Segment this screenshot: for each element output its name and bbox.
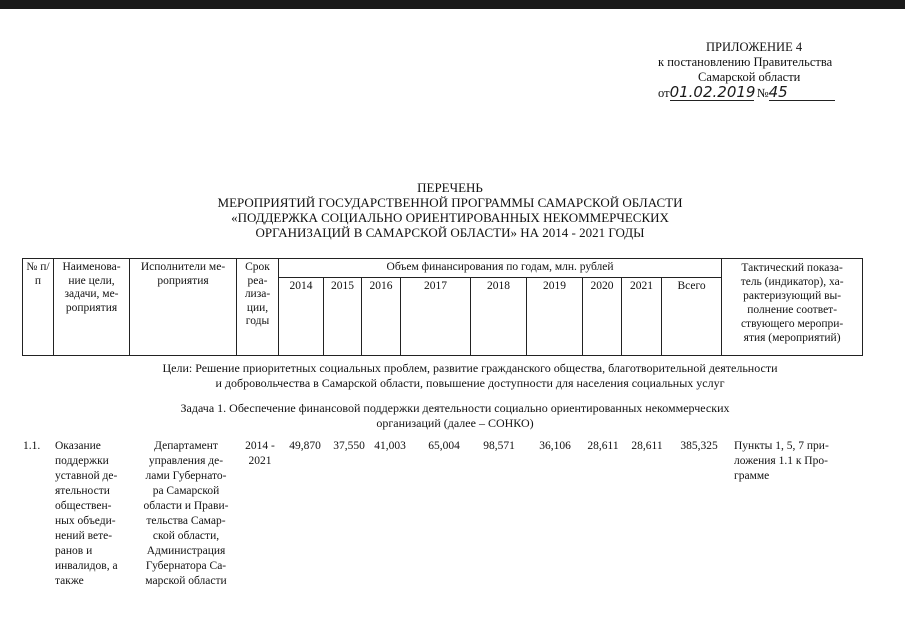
row-value-2019: 36,106 bbox=[539, 440, 571, 452]
document-title bbox=[150, 180, 750, 240]
row-indicator: Пункты 1, 5, 7 при- ложения 1.1 к Про- грамме bbox=[734, 440, 829, 482]
title-line-2: МЕРОПРИЯТИЙ ГОСУДАРСТВЕННОЙ ПРОГРАММЫ САМАРСКОЙ ОБЛАСТИ bbox=[217, 195, 683, 210]
task-line-2: организаций (далее – СОНКО) bbox=[376, 416, 534, 430]
appendix-region: Самарской области bbox=[698, 70, 801, 84]
header-year-2017: 2017 bbox=[401, 277, 471, 355]
row-value-2014: 49,870 bbox=[289, 440, 321, 452]
row-executors: Департамент управления де- лами Губернато- ра Самарской области и Прави- тельства Самар- ской области, Администрация Губернатора Са- марской области bbox=[143, 440, 229, 587]
title-line-1: ПЕРЕЧЕНЬ bbox=[417, 180, 483, 195]
appendix-date-line bbox=[658, 85, 880, 101]
appendix-decree: к постановлению Правительства bbox=[658, 55, 833, 69]
scan-top-border bbox=[0, 0, 905, 9]
task-text bbox=[130, 401, 780, 431]
row-value-2020: 28,611 bbox=[587, 440, 619, 452]
header-executors: Исполнители ме-роприятия bbox=[130, 259, 237, 356]
goals-line-2: и добровольчества в Самарской области, повышение доступности для населения социальных услуг bbox=[215, 376, 725, 390]
title-line-4: ОРГАНИЗАЦИЙ В САМАРСКОЙ ОБЛАСТИ» НА 2014 - 2021 ГОДЫ bbox=[255, 225, 645, 240]
row-value-2016: 41,003 bbox=[374, 440, 406, 452]
row-value-2021: 28,611 bbox=[631, 440, 663, 452]
appendix-block bbox=[640, 40, 880, 101]
goals-text bbox=[110, 361, 830, 391]
header-financing: Объем финансирования по годам, млн. рублей bbox=[279, 259, 722, 278]
row-number: 1.1. bbox=[23, 440, 41, 452]
appendix-title: ПРИЛОЖЕНИЕ 4 bbox=[706, 40, 803, 54]
measures-table-header bbox=[22, 258, 863, 356]
header-name: Наименова-ние цели, задачи, ме-роприятия bbox=[54, 259, 130, 356]
goals-line-1: Цели: Решение приоритетных социальных проблем, развитие гражданского общества, благотворительной деятельности bbox=[162, 361, 778, 375]
title-line-3: «ПОДДЕРЖКА СОЦИАЛЬНО ОРИЕНТИРОВАННЫХ НЕКОММЕРЧЕСКИХ bbox=[231, 210, 669, 225]
header-year-2021: 2021 bbox=[622, 277, 662, 355]
header-year-2019: 2019 bbox=[527, 277, 583, 355]
row-value-total: 385,325 bbox=[680, 440, 718, 452]
appendix-number: 45 bbox=[769, 85, 835, 101]
header-indicator: Тактический показа- тель (индикатор), ха- рактеризующий вы- полнение соответ- ствующего меропри- ятия (мероприятий) bbox=[722, 259, 863, 356]
header-term: Срок реа-лиза-ции, годы bbox=[237, 259, 279, 356]
header-total: Всего bbox=[662, 277, 722, 355]
header-year-2020: 2020 bbox=[583, 277, 622, 355]
appendix-date: 01.02.2019 bbox=[669, 83, 756, 101]
header-year-2014: 2014 bbox=[279, 277, 324, 355]
row-value-2018: 98,571 bbox=[483, 440, 515, 452]
appendix-from-label: от bbox=[658, 86, 670, 100]
task-line-1: Задача 1. Обеспечение финансовой поддержки деятельности социально ориентированных некоммерческих bbox=[180, 401, 730, 415]
header-year-2018: 2018 bbox=[471, 277, 527, 355]
row-value-2015: 37,550 bbox=[333, 440, 365, 452]
row-name: Оказание поддержки уставной де- ятельности обществен- ных объеди- нений вете- ранов и инвалидов, а также bbox=[55, 440, 118, 587]
row-term: 2014 - 2021 bbox=[245, 440, 275, 467]
appendix-number-label: № bbox=[756, 86, 769, 100]
header-num: № п/п bbox=[23, 259, 54, 356]
row-value-2017: 65,004 bbox=[428, 440, 460, 452]
header-year-2016: 2016 bbox=[362, 277, 401, 355]
header-year-2015: 2015 bbox=[324, 277, 362, 355]
